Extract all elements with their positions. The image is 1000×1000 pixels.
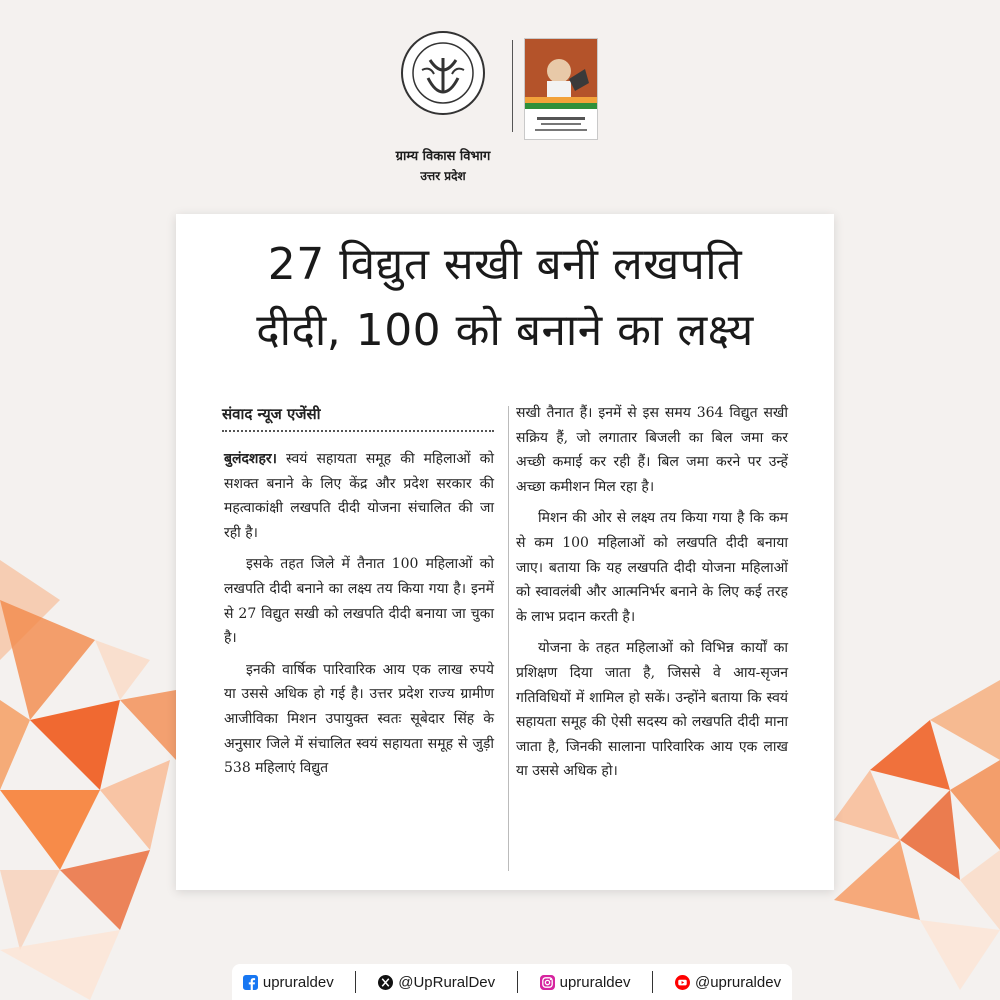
x-link[interactable] [378, 974, 495, 991]
department-title: ग्राम्य विकास विभाग [395, 149, 491, 164]
footer-separator [517, 971, 518, 993]
x-icon [378, 975, 393, 990]
footer-separator [355, 971, 356, 993]
x-handle: @UpRuralDev [398, 973, 496, 991]
facebook-handle: upruraldev [262, 973, 334, 991]
byline: संवाद न्यूज एजेंसी [222, 405, 321, 423]
facebook-icon [243, 975, 258, 990]
dateline: बुलंदशहर। [224, 451, 277, 467]
paragraph: सखी तैनात हैं। इनमें से इस समय 364 विद्युत सखी सक्रिय हैं, जो लगातार बिजली का बिल जमा कर अच्छी कमाई कर रही हैं। बिल जमा करने पर उन्हें अच्छा कमीशन मिल रहा है। [516, 405, 788, 495]
header [0, 30, 1000, 183]
instagram-icon [540, 975, 555, 990]
newspaper-clipping [176, 214, 834, 890]
headline-line-2: दीदी, 100 को बनाने का लक्ष्य [256, 305, 754, 356]
paragraph: योजना के तहत महिलाओं को विभिन्न कार्यों का प्रशिक्षण दिया जाता है, जिससे वे आय-सृजन गतिविधियों में शामिल हो सकें। उन्होंने बताया कि स्वयं सहायता समूह की ऐसी सदस्य को लखपति दीदी माना जाता है, जिनकी सालाना पारिवारिक आय एक लाख या उससे अधिक हो। [516, 640, 788, 780]
column-divider [508, 406, 509, 871]
article-column-left [224, 447, 494, 788]
social-footer [232, 964, 792, 1000]
youtube-icon [675, 975, 690, 990]
paragraph: इसके तहत जिले में तैनात 100 महिलाओं को लखपति दीदी बनाने का लक्ष्य तय किया गया है। इनमें से 27 विद्युत सखी को लखपति दीदी बनाया जा चुका है। [224, 556, 494, 647]
up-government-emblem-icon [400, 30, 486, 116]
paragraph: मिशन की ओर से लक्ष्य तय किया गया है कि कम से कम 100 महिलाओं को लखपति दीदी बनाया जाए। बताया कि यह लखपति दीदी योजना महिलाओं को स्वावलंबी और आत्मनिर्भर बनाने के लिए कई तरह के लाभ प्रदान करती है। [516, 510, 788, 625]
paragraph-text: स्वयं सहायता समूह की महिलाओं को सशक्त बनाने के लिए केंद्र और प्रदेश सरकार की महत्वाकांक्षी लखपति दीदी योजना संचालित की जा रही है। [224, 451, 495, 541]
article-column-right [516, 401, 788, 791]
footer-separator [652, 971, 653, 993]
paragraph: इनकी वार्षिक पारिवारिक आय एक लाख रुपये या उससे अधिक हो गई है। उत्तर प्रदेश राज्य ग्रामीण आजीविका मिशन उपायुक्त स्वतः सूबेदार सिंह के अनुसार जिले में संचालित स्वयं सहायता समूह से जुड़ी 538 महिलाएं विद्युत [224, 661, 494, 777]
facebook-link[interactable] [243, 974, 334, 991]
header-divider [512, 40, 513, 132]
article-headline [176, 232, 834, 364]
instagram-handle: upruraldev [559, 973, 631, 991]
youtube-handle: @upruraldev [694, 973, 782, 991]
byline-rule [222, 430, 494, 432]
department-subtitle: उत्तर प्रदेश [420, 169, 466, 183]
instagram-link[interactable] [540, 974, 631, 991]
mgnrega-logo-icon [524, 38, 598, 140]
paragraph [224, 447, 494, 545]
headline-line-1: 27 विद्युत सखी बनीं लखपति [267, 239, 743, 290]
youtube-link[interactable] [675, 974, 781, 991]
